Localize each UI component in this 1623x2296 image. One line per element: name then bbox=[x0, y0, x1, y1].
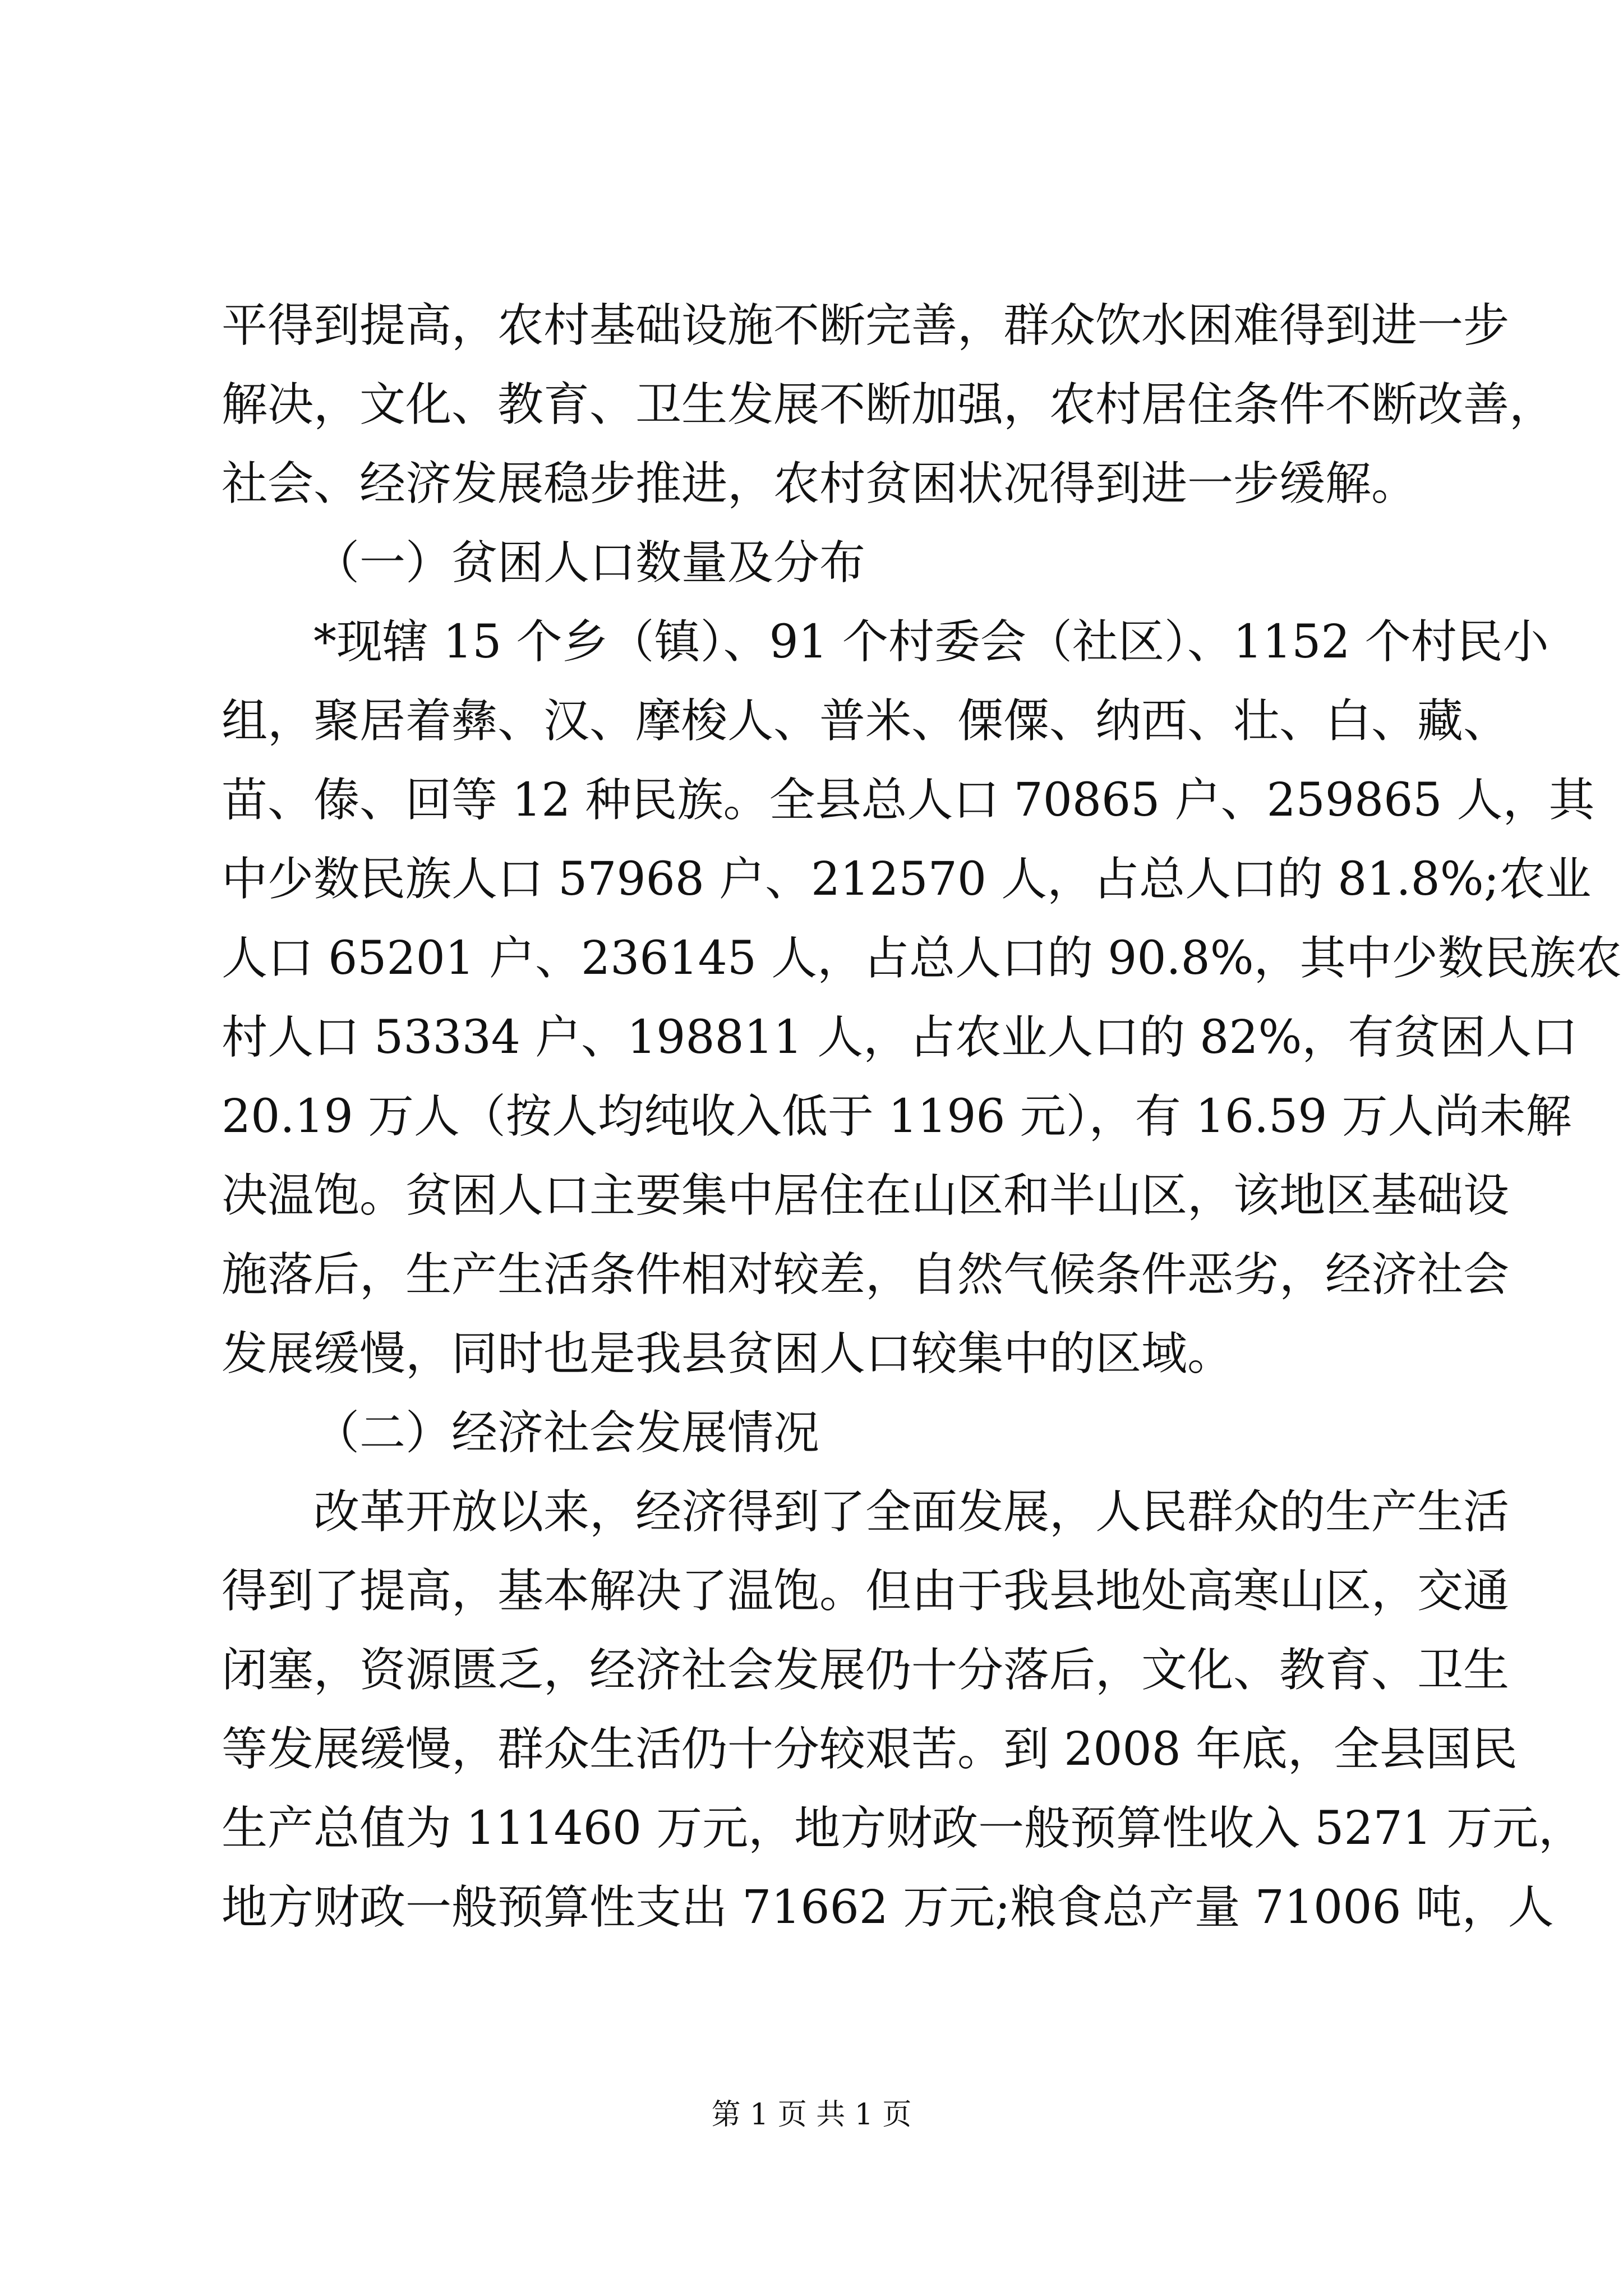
text-line: 组，聚居着彝、汉、摩梭人、普米、傈僳、纳西、壮、白、藏、 bbox=[222, 694, 1510, 748]
page-footer: 第 1 页 共 1 页 bbox=[711, 2098, 912, 2132]
text-line: 中少数民族人口 57968 户、212570 人，占总人口的 81.8%;农业 bbox=[222, 853, 1592, 906]
paragraph-start: *现辖 15 个乡（镇）、91 个村委会（社区）、1152 个村民小 bbox=[313, 615, 1549, 669]
section-heading-1: （一）贫困人口数量及分布 bbox=[313, 536, 866, 590]
document-body bbox=[222, 286, 1622, 1947]
paragraph-start: 改革开放以来，经济得到了全面发展，人民群众的生产生活 bbox=[313, 1485, 1510, 1539]
text-line: 社会、经济发展稳步推进，农村贫困状况得到进一步缓解。 bbox=[222, 457, 1418, 510]
text-line: 生产总值为 111460 万元，地方财政一般预算性收入 5271 万元， bbox=[222, 1802, 1584, 1855]
text-line: 决温饱。贫困人口主要集中居住在山区和半山区，该地区基础设 bbox=[222, 1169, 1510, 1222]
section-heading-2: （二）经济社会发展情况 bbox=[313, 1406, 820, 1460]
text-line: 等发展缓慢，群众生活仍十分较艰苦。到 2008 年底，全县国民 bbox=[222, 1723, 1518, 1776]
text-line: 发展缓慢，同时也是我县贫困人口较集中的区域。 bbox=[222, 1327, 1234, 1381]
text-line: 人口 65201 户、236145 人，占总人口的 90.8%，其中少数民族农 bbox=[222, 932, 1622, 985]
text-line: 20.19 万人（按人均纯收入低于 1196 元），有 16.59 万人尚未解 bbox=[222, 1090, 1572, 1143]
text-line: 村人口 53334 户、198811 人，占农业人口的 82%，有贫困人口 bbox=[222, 1011, 1578, 1064]
text-line: 苗、傣、回等 12 种民族。全县总人口 70865 户、259865 人，其 bbox=[222, 774, 1595, 827]
text-line: 地方财政一般预算性支出 71662 万元;粮食总产量 71006 吨，人 bbox=[222, 1881, 1554, 1934]
text-line: 得到了提高，基本解决了温饱。但由于我县地处高寒山区，交通 bbox=[222, 1565, 1510, 1618]
text-line: 施落后，生产生活条件相对较差，自然气候条件恶劣，经济社会 bbox=[222, 1248, 1510, 1301]
text-line: 解决，文化、教育、卫生发展不断加强，农村居住条件不断改善， bbox=[222, 378, 1556, 431]
text-line: 闭塞，资源匮乏，经济社会发展仍十分落后，文化、教育、卫生 bbox=[222, 1644, 1510, 1697]
text-line: 平得到提高，农村基础设施不断完善，群众饮水困难得到进一步 bbox=[222, 299, 1510, 352]
